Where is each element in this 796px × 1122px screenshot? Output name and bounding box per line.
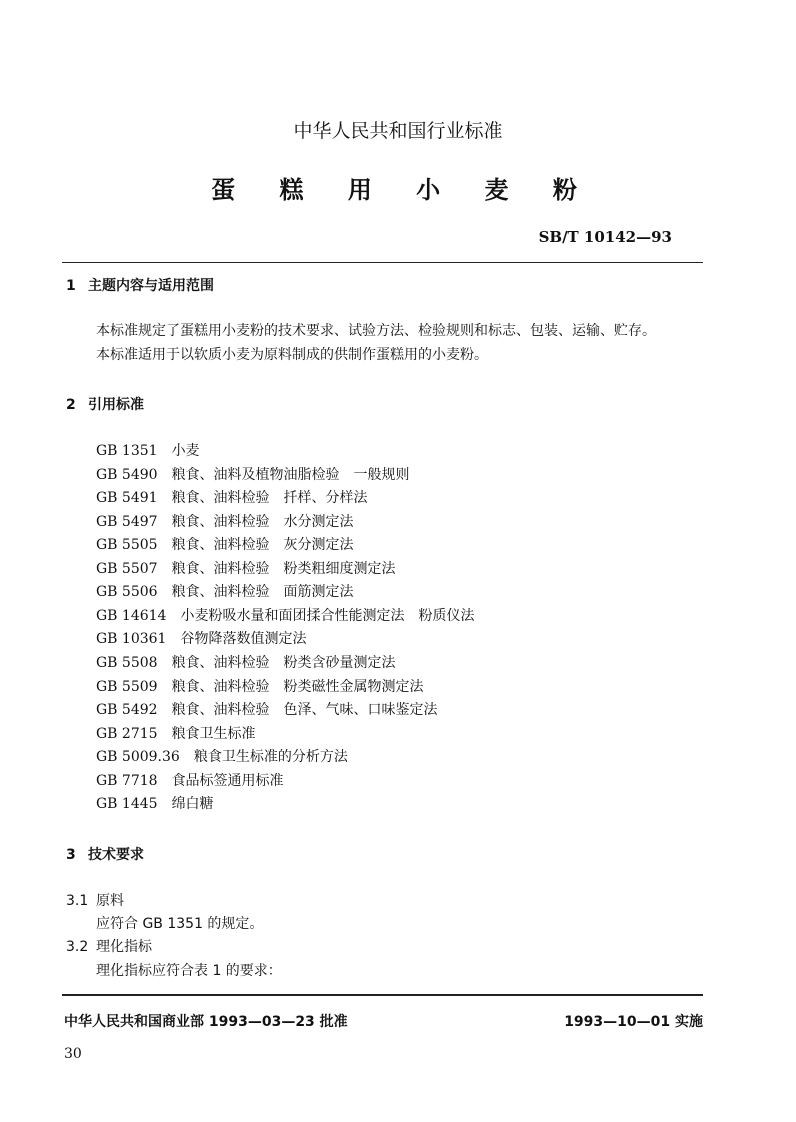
reference-code: GB 5507 (96, 560, 158, 577)
reference-title: 绵白糖 (171, 796, 214, 813)
reference-item (96, 770, 284, 790)
document-title: 蛋 糕 用 小 麦 粉 (211, 176, 595, 204)
reference-code: GB 5009.36 (96, 749, 180, 766)
reference-title: 食品标签通用标准 (171, 772, 284, 789)
section-title: 引用标准 (88, 397, 144, 413)
reference-title: 粮食、油料检验 粉类磁性金属物测定法 (171, 678, 424, 695)
reference-item (96, 511, 354, 531)
reference-code: GB 5509 (96, 678, 158, 695)
reference-code: GB 5508 (96, 654, 158, 671)
effective-date: 1993—10—01 实施 (564, 1014, 703, 1030)
reference-title: 粮食、油料检验 色泽、气味、口味鉴定法 (171, 702, 438, 719)
section-3-heading (66, 844, 144, 864)
reference-item (96, 534, 354, 554)
paragraph: 理化指标应符合表 1 的要求： (96, 963, 282, 979)
reference-item (96, 581, 354, 601)
reference-code: GB 7718 (96, 772, 158, 789)
paragraph: 应符合 GB 1351 的规定。 (96, 916, 264, 932)
section-title: 技术要求 (88, 847, 144, 863)
reference-code: GB 5497 (96, 513, 158, 530)
subsection-3-2-heading (66, 936, 152, 956)
reference-code: GB 5490 (96, 466, 158, 483)
section-number: 1 (66, 278, 76, 294)
section-number: 3 (66, 847, 76, 863)
approval-statement: 中华人民共和国商业部 1993—03—23 批准 (64, 1014, 348, 1030)
reference-title: 粮食卫生标准 (171, 725, 256, 742)
paragraph: 本标准适用于以软质小麦为原料制成的供制作蛋糕用的小麦粉。 (96, 347, 488, 363)
reference-code: GB 1351 (96, 443, 158, 459)
subsection-title: 原料 (96, 893, 124, 909)
header-divider (62, 262, 703, 263)
reference-title: 粮食、油料检验 粉类含砂量测定法 (171, 654, 396, 671)
reference-code: GB 10361 (96, 631, 167, 648)
reference-code: GB 2715 (96, 725, 158, 742)
section-1-heading (66, 275, 214, 295)
section-number: 2 (66, 397, 76, 413)
reference-item (96, 487, 368, 507)
standard-category: 中华人民共和国行业标准 (293, 120, 503, 142)
reference-code: GB 14614 (96, 607, 167, 624)
subsection-3-1-heading (66, 890, 124, 910)
reference-title: 粮食、油料及植物油脂检验 一般规则 (171, 466, 410, 483)
reference-item (96, 676, 424, 696)
reference-title: 小麦 (171, 443, 200, 459)
standard-code: SB/T 10142—93 (538, 228, 672, 246)
reference-code: GB 1445 (96, 796, 158, 813)
reference-title: 粮食、油料检验 灰分测定法 (171, 537, 354, 554)
reference-code: GB 5491 (96, 490, 158, 507)
reference-item (96, 652, 396, 672)
reference-item (96, 699, 438, 719)
reference-title: 粮食、油料检验 扦样、分样法 (171, 490, 368, 507)
reference-item (96, 558, 396, 578)
reference-title: 粮食、油料检验 面筋测定法 (171, 584, 354, 601)
reference-code: GB 5492 (96, 702, 158, 719)
reference-item (96, 723, 256, 743)
reference-title: 粮食、油料检验 水分测定法 (171, 513, 354, 530)
reference-item (96, 628, 306, 648)
reference-item (96, 746, 348, 766)
section-title: 主题内容与适用范围 (88, 278, 214, 294)
subsection-number: 3.2 (66, 939, 89, 955)
subsection-number: 3.1 (66, 893, 89, 909)
reference-title: 小麦粉吸水量和面团揉合性能测定法 粉质仪法 (180, 607, 475, 624)
reference-item (96, 440, 200, 460)
reference-item (96, 464, 410, 484)
reference-title: 粮食、油料检验 粉类粗细度测定法 (171, 560, 396, 577)
reference-code: GB 5506 (96, 584, 158, 601)
section-2-heading (66, 394, 144, 414)
reference-item (96, 793, 214, 813)
footer-divider (62, 994, 703, 996)
reference-code: GB 5505 (96, 537, 158, 554)
page-number: 30 (64, 1046, 82, 1062)
reference-title: 粮食卫生标准的分析方法 (193, 749, 348, 766)
reference-title: 谷物降落数值测定法 (180, 631, 307, 648)
reference-item (96, 605, 474, 625)
subsection-title: 理化指标 (96, 939, 152, 955)
paragraph: 本标准规定了蛋糕用小麦粉的技术要求、试验方法、检验规则和标志、包装、运输、贮存。 (96, 323, 656, 339)
